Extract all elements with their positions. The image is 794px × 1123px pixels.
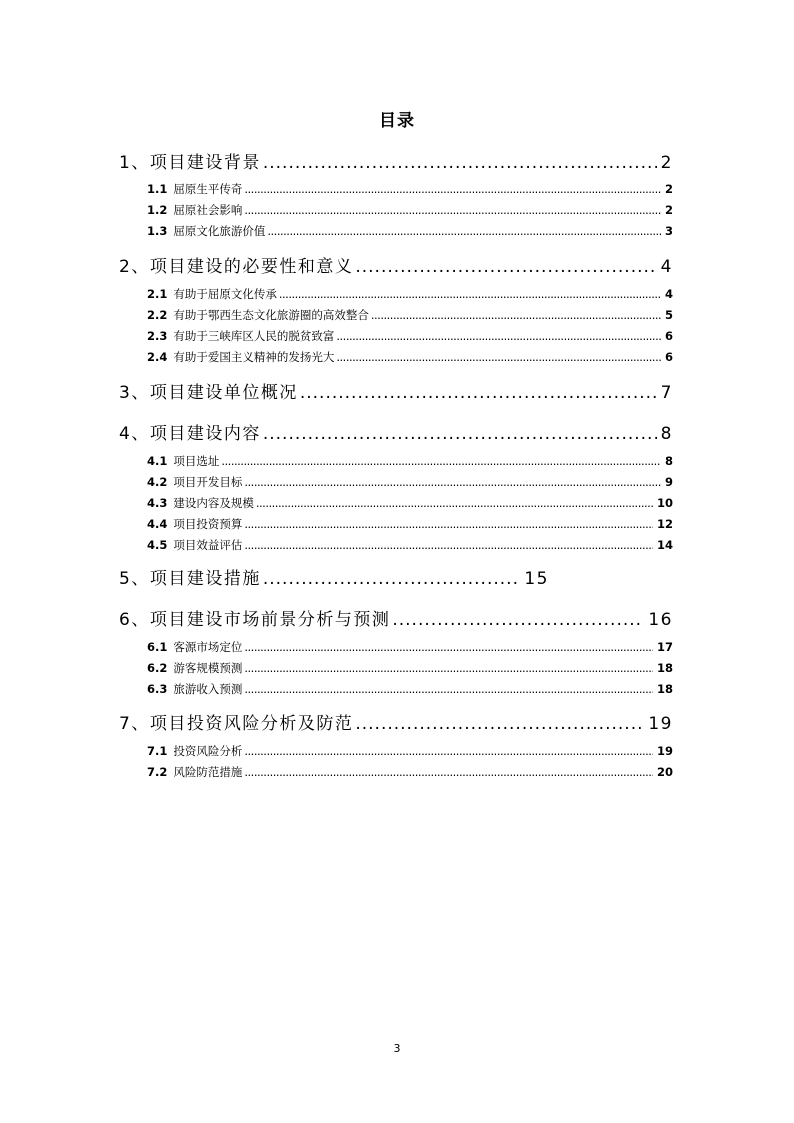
toc-entry-label: 项目建设的必要性和意义 <box>149 257 354 277</box>
toc-entry-number: 4.4 <box>147 517 168 531</box>
page-title: 目录 <box>379 111 415 131</box>
toc-entry-number: 4.2 <box>147 475 168 489</box>
toc-entry-2[interactable] <box>119 252 673 276</box>
toc-entry-4-1[interactable] <box>147 453 673 469</box>
toc-entry-7[interactable] <box>119 709 673 733</box>
toc-entry-page: 4 <box>664 287 673 301</box>
dot-leader <box>244 682 653 696</box>
dot-leader <box>244 475 661 489</box>
toc-entry-7-1[interactable] <box>147 743 673 759</box>
dot-leader <box>221 454 661 468</box>
toc-entry-page: 12 <box>656 517 673 531</box>
toc-entry-number: 6.1 <box>147 640 168 654</box>
toc-entry-page: 18 <box>656 661 673 675</box>
dot-leader <box>244 538 653 552</box>
toc-entry-label: 项目建设单位概况 <box>149 383 298 403</box>
toc-entry-page: 16 <box>648 610 673 630</box>
dot-leader <box>244 640 653 654</box>
dot-leader <box>267 224 661 238</box>
toc-entry-number: 1.2 <box>147 203 168 217</box>
dot-leader <box>263 569 521 589</box>
toc-entry-page: 14 <box>656 538 673 552</box>
toc-entry-number: 7.2 <box>147 765 168 779</box>
dot-leader <box>244 182 661 196</box>
toc-entry-label: 项目开发目标 <box>173 475 243 489</box>
toc-entry-number: 1.1 <box>147 182 168 196</box>
toc-entry-4-2[interactable] <box>147 474 673 490</box>
dot-leader <box>355 714 644 734</box>
toc-entry-page: 19 <box>648 714 673 734</box>
toc-entry-page: 15 <box>524 569 549 589</box>
toc-entry-number: 5、 <box>119 569 150 589</box>
toc-entry-label: 项目选址 <box>173 454 220 468</box>
toc-entry-number: 6.2 <box>147 661 168 675</box>
toc-entry-number: 2、 <box>119 257 150 277</box>
toc-entry-2-3[interactable] <box>147 328 673 344</box>
toc-entry-1-2[interactable] <box>147 202 673 218</box>
toc-entry-number: 2.1 <box>147 287 168 301</box>
toc-entry-3[interactable] <box>119 378 673 402</box>
toc-entry-page: 9 <box>664 475 673 489</box>
toc-entry-label: 投资风险分析 <box>173 744 243 758</box>
toc-entry-label: 项目投资风险分析及防范 <box>149 714 354 734</box>
toc-entry-page: 4 <box>660 257 673 277</box>
toc-entry-label: 屈原生平传奇 <box>173 182 243 196</box>
toc-entry-number: 2.2 <box>147 308 168 322</box>
toc-entry-label: 建设内容及规模 <box>173 496 254 510</box>
dot-leader <box>300 383 657 403</box>
toc-entry-label: 有助于爱国主义精神的发扬光大 <box>173 350 335 364</box>
toc-entry-page: 7 <box>660 383 673 403</box>
toc-entry-6-3[interactable] <box>147 681 673 697</box>
toc-entry-number: 1.3 <box>147 224 168 238</box>
toc-entry-number: 2.4 <box>147 350 168 364</box>
toc-entry-4-3[interactable] <box>147 495 673 511</box>
toc-entry-page: 2 <box>664 182 673 196</box>
dot-leader <box>371 308 661 322</box>
dot-leader <box>392 610 644 630</box>
dot-leader <box>355 257 656 277</box>
toc-entry-label: 项目投资预算 <box>173 517 243 531</box>
dot-leader <box>244 744 653 758</box>
toc-entry-number: 6、 <box>119 610 150 630</box>
toc-entry-label: 客源市场定位 <box>173 640 243 654</box>
toc-entry-5[interactable] <box>119 564 549 588</box>
toc-entry-number: 4.1 <box>147 454 168 468</box>
toc-entry-number: 4.3 <box>147 496 168 510</box>
toc-entry-label: 项目效益评估 <box>173 538 243 552</box>
dot-leader <box>244 517 653 531</box>
toc-entry-label: 屈原社会影响 <box>173 203 243 217</box>
dot-leader <box>244 765 653 779</box>
toc-entry-label: 屈原文化旅游价值 <box>173 224 266 238</box>
toc-entry-label: 项目建设市场前景分析与预测 <box>149 610 391 630</box>
toc-entry-number: 7.1 <box>147 744 168 758</box>
toc-entry-label: 有助于鄂西生态文化旅游圈的高效整合 <box>173 308 369 322</box>
toc-entry-page: 18 <box>656 682 673 696</box>
dot-leader <box>279 287 661 301</box>
toc-entry-number: 4、 <box>119 424 150 444</box>
toc-entry-1-1[interactable] <box>147 181 673 197</box>
toc-entry-number: 3、 <box>119 383 150 403</box>
toc-entry-7-2[interactable] <box>147 764 673 780</box>
toc-entry-1-3[interactable] <box>147 223 673 239</box>
toc-entry-label: 有助于三峡库区人民的脱贫致富 <box>173 329 335 343</box>
dot-leader <box>336 350 661 364</box>
toc-entry-page: 6 <box>664 350 673 364</box>
page-number: 3 <box>393 1042 401 1055</box>
dot-leader <box>244 661 653 675</box>
toc-entry-page: 17 <box>656 640 673 654</box>
toc-entry-label: 项目建设措施 <box>149 569 261 589</box>
toc-entry-2-1[interactable] <box>147 286 673 302</box>
dot-leader <box>263 424 657 444</box>
toc-entry-4-5[interactable] <box>147 537 673 553</box>
toc-entry-4[interactable] <box>119 419 673 443</box>
toc-entry-6-1[interactable] <box>147 639 673 655</box>
toc-entry-6-2[interactable] <box>147 660 673 676</box>
toc-entry-page: 3 <box>664 224 673 238</box>
toc-entry-2-2[interactable] <box>147 307 673 323</box>
toc-entry-number: 6.3 <box>147 682 168 696</box>
dot-leader <box>244 203 661 217</box>
toc-entry-label: 项目建设内容 <box>149 424 261 444</box>
toc-entry-4-4[interactable] <box>147 516 673 532</box>
toc-entry-page: 20 <box>656 765 673 779</box>
toc-entry-label: 项目建设背景 <box>149 153 261 173</box>
dot-leader <box>263 153 657 173</box>
toc-entry-page: 5 <box>664 308 673 322</box>
toc-entry-label: 旅游收入预测 <box>173 682 243 696</box>
toc-entry-page: 8 <box>660 424 673 444</box>
toc-entry-page: 10 <box>656 496 673 510</box>
toc-entry-6[interactable] <box>119 605 673 629</box>
toc-entry-1[interactable] <box>119 148 673 172</box>
toc-entry-page: 6 <box>664 329 673 343</box>
toc-entry-page: 19 <box>656 744 673 758</box>
toc-entry-number: 7、 <box>119 714 150 734</box>
dot-leader <box>336 329 661 343</box>
toc-entry-label: 风险防范措施 <box>173 765 243 779</box>
toc-entry-page: 2 <box>664 203 673 217</box>
toc-entry-page: 8 <box>664 454 673 468</box>
toc-entry-number: 2.3 <box>147 329 168 343</box>
toc-entry-number: 1、 <box>119 153 150 173</box>
toc-entry-label: 有助于屈原文化传承 <box>173 287 277 301</box>
dot-leader <box>256 496 653 510</box>
toc-entry-label: 游客规模预测 <box>173 661 243 675</box>
toc-entry-number: 4.5 <box>147 538 168 552</box>
toc-entry-2-4[interactable] <box>147 349 673 365</box>
toc-entry-page: 2 <box>660 153 673 173</box>
